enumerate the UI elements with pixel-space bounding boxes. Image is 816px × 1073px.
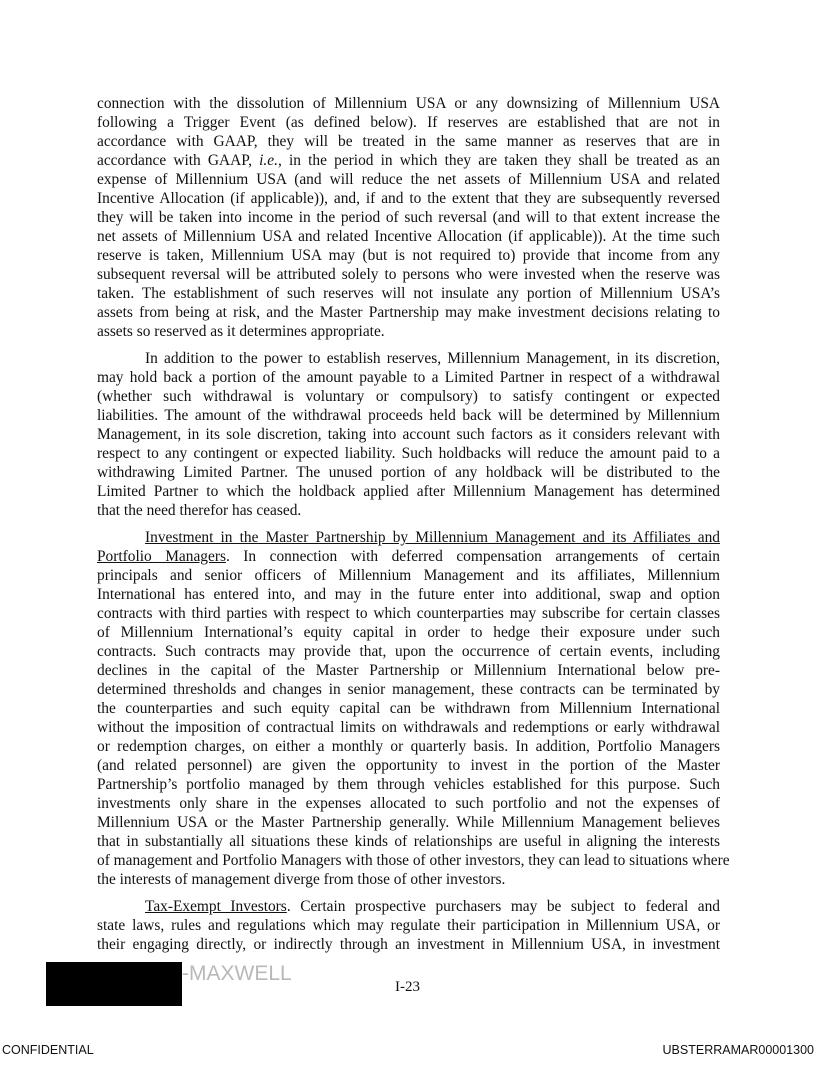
text-line [97, 547, 720, 566]
section-heading: Investment in the Master Partnership by Millennium Management and its Affiliates and [145, 529, 720, 546]
text-line [97, 642, 720, 661]
text-segment: accordance with GAAP, they will be treated in the same manner as reserves that are in [97, 133, 720, 150]
text-line [97, 916, 720, 935]
text-segment: investments only share in the expenses allocated to such portfolio and not the expenses of [97, 795, 720, 812]
text-segment: subsequent reversal will be attributed solely to persons who were invested when the reserve was [97, 266, 720, 283]
text-line [97, 132, 720, 151]
text-segment: reserve is taken, Millennium USA may (but is not required to) provide that income from any [97, 247, 720, 264]
document-body [97, 94, 730, 962]
text-segment: . Certain prospective purchasers may be subject to federal and [286, 898, 720, 915]
text-line [97, 227, 720, 246]
text-segment: without the imposition of contractual limits on withdrawals and redemptions or early withdrawal [97, 719, 720, 736]
section-heading: Portfolio Managers [97, 548, 226, 565]
text-line [97, 387, 720, 406]
text-line [97, 501, 720, 520]
confidential-label: CONFIDENTIAL [2, 1043, 94, 1057]
text-segment: Management, in its sole discretion, taking into account such factors as it considers relevant with [97, 426, 720, 443]
text-line [97, 303, 720, 322]
text-segment: the interests of management diverge from those of other investors. [97, 871, 506, 888]
text-segment: . In connection with deferred compensation arrangements of certain [225, 548, 720, 565]
text-segment: respect to any contingent or expected liability. Such holdbacks will reduce the amount paid to a [97, 445, 720, 462]
text-line [97, 813, 720, 832]
text-line [97, 406, 720, 425]
text-line [97, 851, 730, 870]
text-segment: that in substantially all situations these kinds of relationships are useful in aligning the interests [97, 833, 720, 850]
text-segment: of management and Portfolio Managers with those of other investors, they can lead to situations where [97, 852, 730, 869]
text-segment: that the need therefor has ceased. [97, 502, 302, 519]
text-segment: assets from being at risk, and the Master Partnership may make investment decisions relating to [97, 304, 720, 321]
paragraph [97, 349, 720, 520]
text-segment: , in the period in which they are taken they shall be treated as an [277, 152, 720, 169]
text-segment: declines in the capital of the Master Partnership or Millennium International below pre- [97, 662, 720, 679]
text-line [97, 794, 720, 813]
text-segment: Millennium USA or the Master Partnership generally. While Millennium Management believes [97, 814, 720, 831]
text-line [97, 718, 720, 737]
text-segment: they will be taken into income in the period of such reversal (and will to that extent increase the [97, 209, 720, 226]
maxwell-stamp: -MAXWELL [182, 962, 292, 985]
text-line [97, 246, 720, 265]
text-segment: (and related personnel) are given the opportunity to invest in the portion of the Master [97, 757, 720, 774]
text-line [97, 208, 720, 227]
text-segment: net assets of Millennium USA and related Incentive Allocation (if applicable)). At the time such [97, 228, 720, 245]
text-line [97, 444, 720, 463]
text-line [97, 265, 720, 284]
text-line [97, 737, 720, 756]
text-line [97, 661, 720, 680]
text-line [97, 897, 720, 916]
text-segment: Limited Partner to which the holdback applied after Millennium Management has determined [97, 483, 720, 500]
page-number: I-23 [395, 979, 420, 995]
text-line [97, 870, 720, 889]
text-segment: i.e. [259, 152, 278, 169]
text-line [97, 604, 720, 623]
text-line [97, 425, 720, 444]
bates-number: UBSTERRAMAR00001300 [662, 1043, 814, 1057]
text-line [97, 775, 720, 794]
text-line [97, 189, 720, 208]
text-segment: Incentive Allocation (if applicable)), and, if and to the extent that they are subsequently reversed [97, 190, 720, 207]
text-line [97, 935, 720, 954]
text-line [97, 463, 720, 482]
text-segment: taken. The establishment of such reserves will not insulate any portion of Millennium USA’s [97, 285, 720, 302]
text-segment: principals and senior officers of Millennium Management and its affiliates, Millennium [97, 567, 720, 584]
text-segment: accordance with GAAP, [97, 152, 260, 169]
text-line [97, 349, 720, 368]
text-segment: determined thresholds and changes in senior management, these contracts can be terminated by [97, 681, 720, 698]
text-line [97, 528, 720, 547]
paragraph [97, 94, 720, 341]
text-segment: their engaging directly, or indirectly through an investment in Millennium USA, in investment [97, 936, 720, 953]
text-segment: or redemption charges, on either a monthly or quarterly basis. In addition, Portfolio Managers [97, 738, 720, 755]
text-line [97, 170, 720, 189]
text-segment: following a Trigger Event (as defined below). If reserves are established that are not in [97, 114, 720, 131]
text-segment: the counterparties and such equity capital can be withdrawn from Millennium International [97, 700, 720, 717]
text-segment: In addition to the power to establish reserves, Millennium Management, in its discretion, [145, 350, 720, 367]
text-line [97, 322, 720, 341]
text-line [97, 284, 720, 303]
text-line [97, 585, 720, 604]
text-segment: expense of Millennium USA (and will reduce the net assets of Millennium USA and related [97, 171, 720, 188]
text-segment: assets so reserved as it determines appropriate. [97, 323, 385, 340]
text-line [97, 151, 720, 170]
text-segment: Partnership’s portfolio managed by them through vehicles established for this purpose. Such [97, 776, 720, 793]
text-line [97, 623, 720, 642]
paragraph [97, 528, 730, 889]
text-line [97, 482, 720, 501]
text-segment: International has entered into, and may in the future enter into additional, swap and option [97, 586, 720, 603]
text-segment: may hold back a portion of the amount payable to a Limited Partner in respect of a withdrawal [97, 369, 720, 386]
text-line [97, 832, 720, 851]
text-line [97, 113, 720, 132]
redaction-box [46, 962, 182, 1006]
text-line [97, 566, 720, 585]
text-segment: liabilities. The amount of the withdrawal proceeds held back will be determined by Millennium [97, 407, 720, 424]
text-segment: contracts. Such contracts may provide that, upon the occurrence of certain events, including [97, 643, 720, 660]
text-segment: connection with the dissolution of Millennium USA or any downsizing of Millennium USA [97, 95, 720, 112]
text-segment: state laws, rules and regulations which may regulate their participation in Millennium USA, or [97, 917, 720, 934]
text-line [97, 756, 720, 775]
text-line [97, 680, 720, 699]
text-segment: contracts with third parties with respect to which counterparties may subscribe for certain classes [97, 605, 720, 622]
text-line [97, 94, 720, 113]
text-segment: of Millennium International’s equity capital in order to hedge their exposure under such [97, 624, 720, 641]
paragraph [97, 897, 720, 954]
text-segment: (whether such withdrawal is voluntary or compulsory) to satisfy contingent or expected [97, 388, 720, 405]
text-line [97, 368, 720, 387]
text-line [97, 699, 720, 718]
section-heading: Tax-Exempt Investors [145, 898, 287, 915]
text-segment: withdrawing Limited Partner. The unused portion of any holdback will be distributed to the [97, 464, 720, 481]
